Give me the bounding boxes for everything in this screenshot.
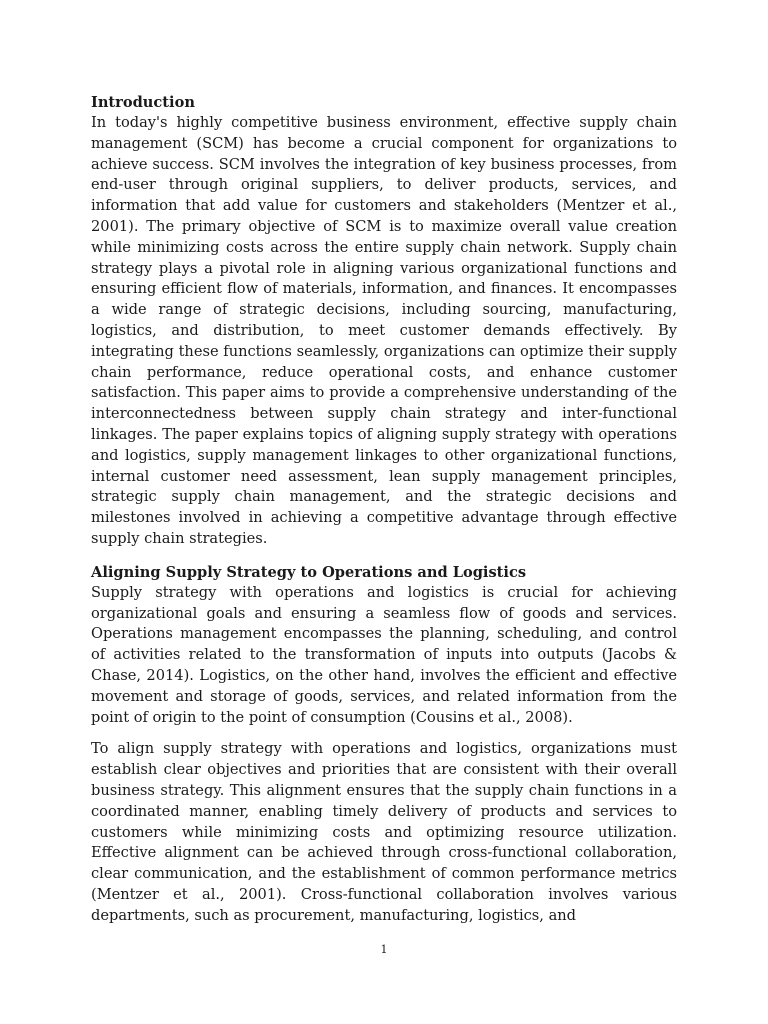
document-page bbox=[91, 92, 677, 926]
section-heading-introduction: Introduction bbox=[91, 94, 195, 111]
section-heading-aligning-supply-strategy: Aligning Supply Strategy to Operations and Logistics bbox=[91, 563, 527, 581]
aligning-paragraph-2: To align supply strategy with operations and logistics, organizations must establish clear objectives and priorities that are consistent with their overall business strategy. This alignment ensures that the supply chain functions in a coordinated manner, enabling timely delivery of products and services to customers while minimizing costs and optimizing resource utilization. Effective alignment can be achieved through cross-functional collaboration, clear communication, and the establishment of common performance metrics (Mentzer et al., 2001). Cross-functional collaboration involves various departments, such as procurement, manufacturing, logistics, and bbox=[91, 740, 677, 924]
aligning-paragraph-1: Supply strategy with operations and logistics is crucial for achieving organizational goals and ensuring a seamless flow of goods and services. Operations management encompasses the planning, scheduling, and control of activities related to the transformation of inputs into outputs (Jacobs & Chase, 2014). Logistics, on the other hand, involves the efficient and effective movement and storage of goods, services, and related information from the point of origin to the point of consumption (Cousins et al., 2008). bbox=[91, 583, 677, 726]
page-number: 1 bbox=[380, 943, 388, 956]
paragraph-spacer bbox=[91, 728, 677, 739]
introduction-paragraph: In today's highly competitive business environment, effective supply chain management (SCM) has become a crucial component for organizations to achieve success. SCM involves the integration of key business processes, from end-user through original suppliers, to deliver products, services, and information that add value for customers and stakeholders (Mentzer et al., 2001). The primary objective of SCM is to maximize overall value creation while minimizing costs across the entire supply chain network. Supply chain strategy plays a pivotal role in aligning various organizational functions and ensuring efficient flow of materials, information, and finances. It encompasses a wide range of strategic decisions, including sourcing, manufacturing, logistics, and distribution, to meet customer demands effectively. By integrating these functions seamlessly, organizations can optimize their supply chain performance, reduce operational costs, and enhance customer satisfaction. This paper aims to provide a comprehensive understanding of the interconnectedness between supply chain strategy and inter-functional linkages. The paper explains topics of aligning supply strategy with operations and logistics, supply management linkages to other organizational functions, internal customer need assessment, lean supply management principles, strategic supply chain management, and the strategic decisions and milestones involved in achieving a competitive advantage through effective supply chain strategies. bbox=[91, 114, 677, 547]
section-spacer bbox=[91, 550, 677, 562]
